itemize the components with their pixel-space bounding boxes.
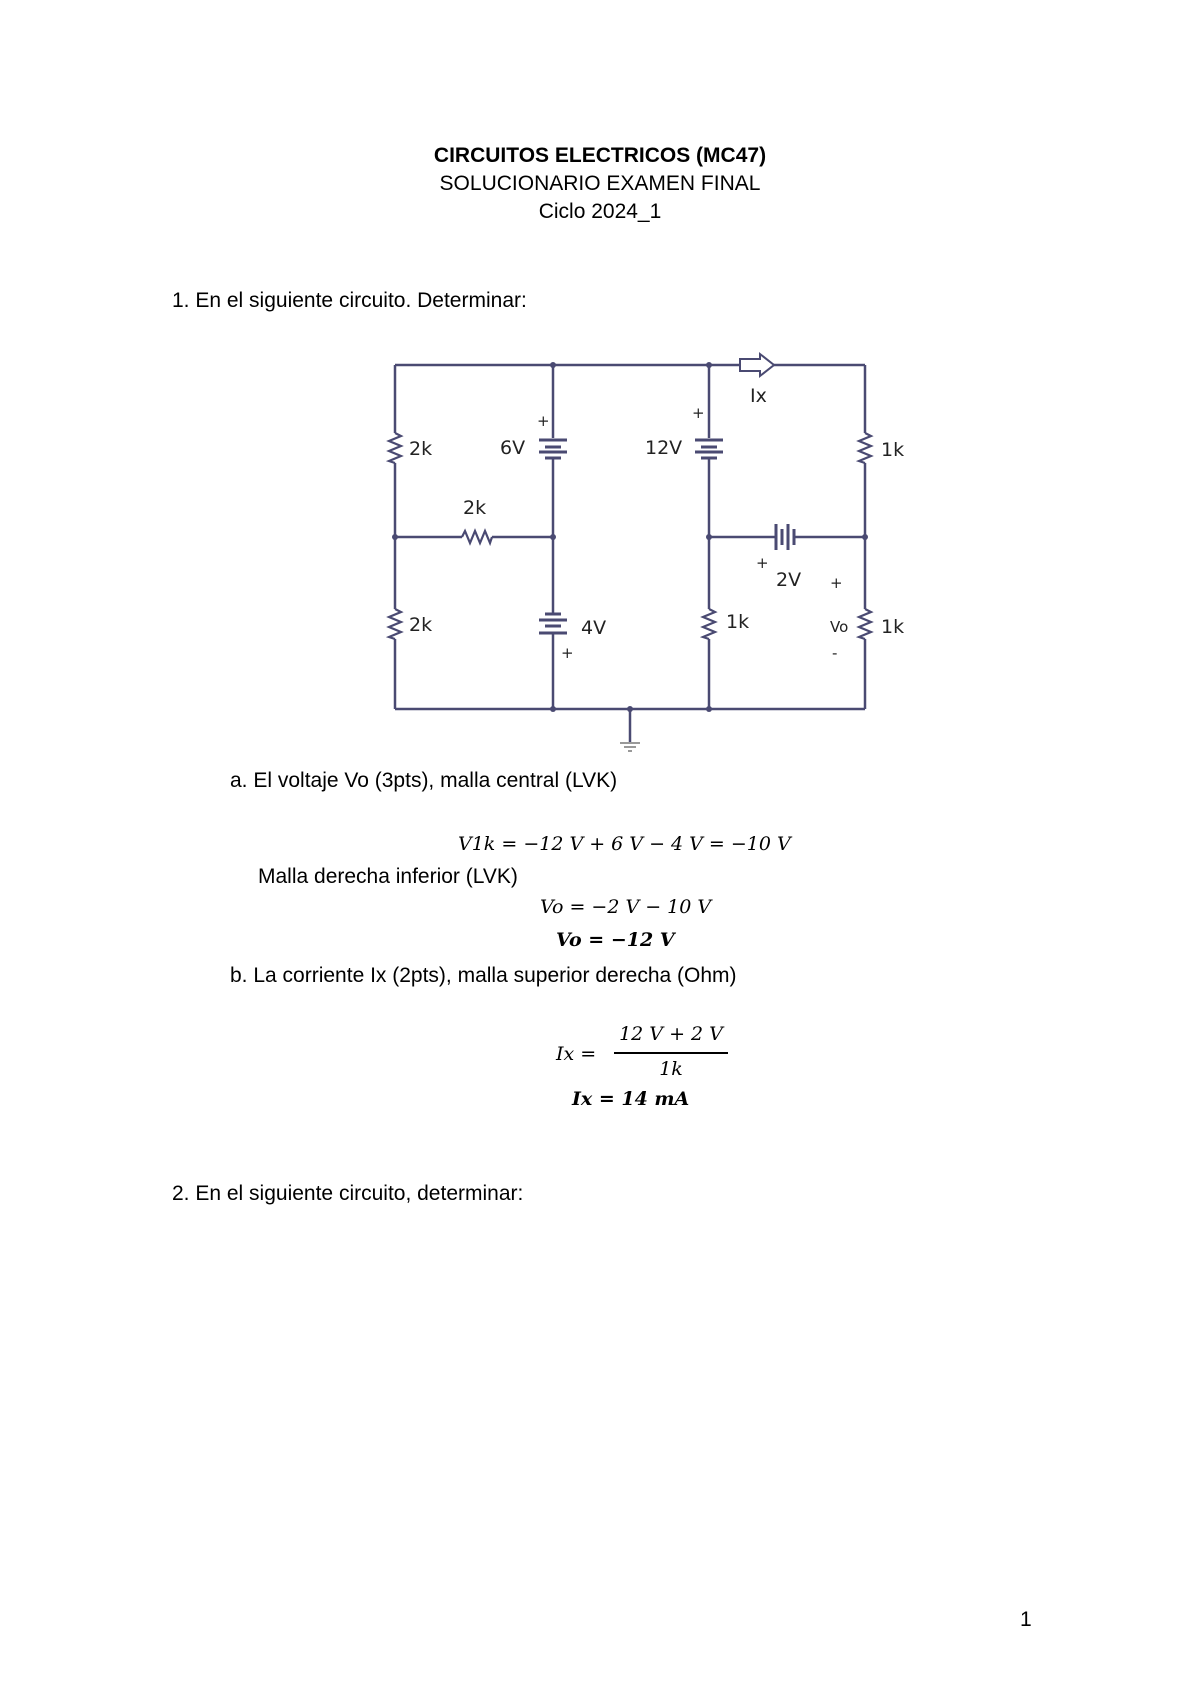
part-a-label: a. El voltaje Vo (3pts), malla central (LVK) — [230, 769, 618, 792]
resistor-2k-left-bottom — [389, 609, 401, 639]
label-r-horizontal: 2k — [463, 497, 487, 519]
page-number: 1 — [1020, 1608, 1032, 1631]
label-r-left-top: 2k — [409, 438, 433, 460]
question-1-statement: 1. En el siguiente circuito. Determinar: — [172, 289, 527, 312]
fraction-bar — [614, 1052, 728, 1054]
label-r-middle: 1k — [726, 611, 750, 633]
label-vo: Vo — [830, 618, 849, 636]
document-title: CIRCUITOS ELECTRICOS (MC47) — [433, 144, 767, 167]
junction-dot — [550, 706, 556, 712]
resistor-1k-right-top — [859, 433, 871, 463]
part-a-sublabel: Malla derecha inferior (LVK) — [258, 865, 518, 888]
junction-dot — [862, 534, 868, 540]
junction-dot — [550, 534, 556, 540]
label-r-right-bottom: 1k — [881, 616, 905, 638]
resistor-2k-left-top — [389, 433, 401, 463]
label-r-left-bottom: 2k — [409, 614, 433, 636]
junction-dot — [706, 706, 712, 712]
minus-sign: - — [832, 644, 838, 662]
document-subtitle: SOLUCIONARIO EXAMEN FINAL — [439, 172, 761, 195]
equation-vo-result: Vo = −12 V — [556, 929, 675, 951]
equation-ix-result: Ix = 14 mA — [572, 1088, 690, 1110]
label-v12: 12V — [645, 437, 683, 459]
equation-v1k: V1k = −12 V + 6 V − 4 V = −10 V — [458, 833, 791, 855]
junction-dot — [392, 534, 398, 540]
ix-arrow-icon — [740, 354, 774, 376]
part-b-label: b. La corriente Ix (2pts), malla superior derecha (Ohm) — [230, 964, 737, 987]
fraction-lhs: Ix = — [556, 1043, 597, 1065]
label-v4: 4V — [581, 617, 607, 639]
junction-dot — [706, 534, 712, 540]
plus-sign: + — [561, 644, 574, 662]
document-cycle: Ciclo 2024_1 — [538, 200, 662, 223]
label-v2: 2V — [776, 569, 802, 591]
resistor-2k-horizontal — [462, 531, 492, 543]
fraction-numerator: 12 V + 2 V — [619, 1023, 723, 1045]
equation-vo: Vo = −2 V − 10 V — [540, 896, 712, 918]
junction-dot — [706, 362, 712, 368]
label-ix: Ix — [750, 385, 767, 407]
label-v6: 6V — [500, 437, 526, 459]
question-2-statement: 2. En el siguiente circuito, determinar: — [172, 1182, 524, 1205]
plus-sign: + — [830, 574, 843, 592]
resistor-1k-middle — [703, 609, 715, 639]
junction-dot — [550, 362, 556, 368]
junction-dot — [627, 706, 633, 712]
fraction-denominator: 1k — [659, 1058, 683, 1080]
plus-sign: + — [692, 404, 705, 422]
plus-sign: + — [756, 554, 769, 572]
resistor-1k-right-bottom — [859, 609, 871, 639]
label-r-right-top: 1k — [881, 439, 905, 461]
plus-sign: + — [537, 412, 550, 430]
